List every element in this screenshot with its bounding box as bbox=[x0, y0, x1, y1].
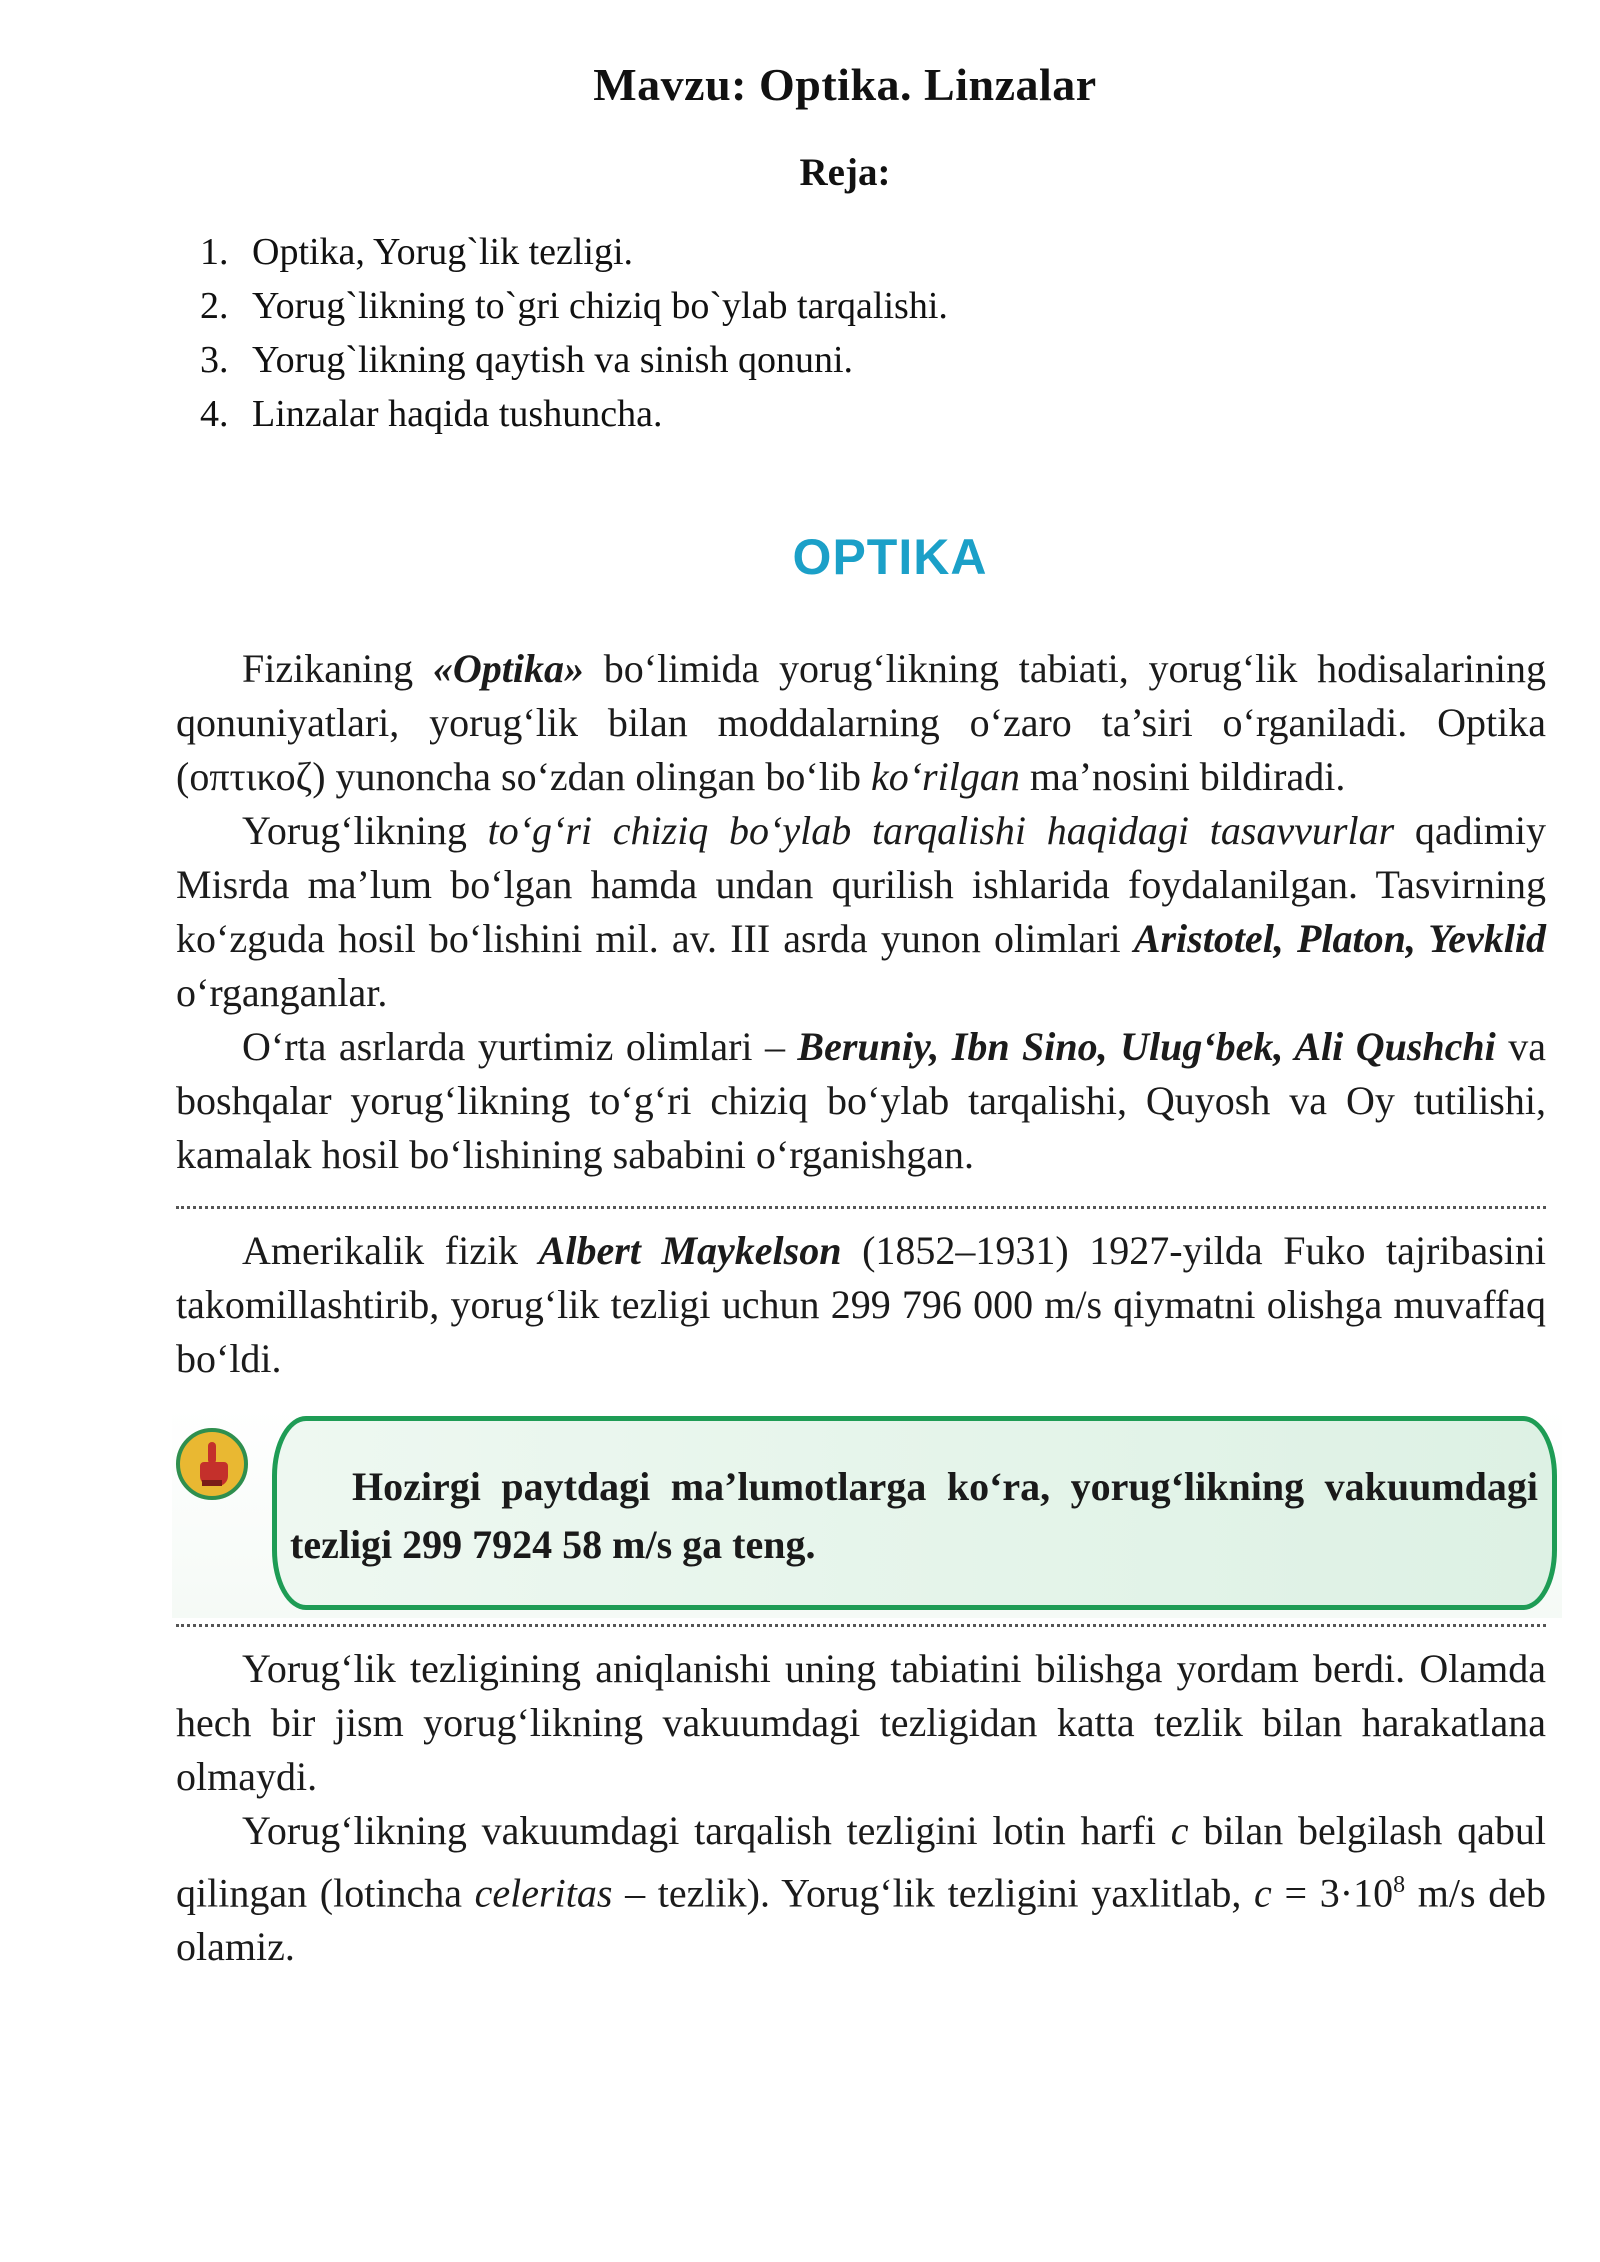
paragraph: Amerikalik fizik Albert Maykelson (1852–1931) 1927-yilda Fuko tajribasini takomillashtirib, yorug‘lik tezligi uchun 299 796 000 m/s qiymatni olishga muvaffaq bo‘ldi. bbox=[176, 1228, 1546, 1381]
paragraph: Yorug‘likning vakuumdagi tarqalish tezligini lotin harfi c bilan belgilash qabul qilingan (lotincha celeritas – tezlik). Yorug‘lik tezligini yaxlitlab, $c = 3\cdot 10^8$ m/s deb olamiz. bbox=[176, 1808, 1547, 1970]
pointing-hand-icon bbox=[176, 1428, 248, 1500]
paragraph: O‘rta asrlarda yurtimiz olimlari – Beruniy, Ibn Sino, Ulug‘bek, Ali Qushchi va boshqalar yorug‘likning to‘g‘ri chiziq bo‘ylab tarqalishi, Quyosh va Oy tutilishi, kamalak hosil bo‘lishining sababini o‘rganishgan. bbox=[176, 1024, 1546, 1177]
note-text: Hozirgi paytdagi ma’lumotlarga ko‘ra, yorug‘likning vakuumdagi tezligi 299 7924 58 m/s ga teng. bbox=[290, 1464, 1538, 1567]
plan-item: 4. Linzalar haqida tushuncha. bbox=[200, 393, 663, 435]
scan-cut-divider bbox=[176, 1206, 1546, 1209]
plan-item: 2. Yorug`likning to`gri chiziq bo`ylab tarqalishi. bbox=[200, 285, 948, 327]
paragraph: Yorug‘lik tezligining aniqlanishi uning tabiatini bilishga yordam berdi. Olamda hech bir jism yorug‘likning vakuumdagi tezligidan katta tezlik bilan harakatlana olmaydi. bbox=[176, 1646, 1546, 1799]
scan-cut-divider bbox=[176, 1624, 1546, 1627]
plan-label: Reja: bbox=[799, 151, 891, 194]
paragraph: Yorug‘likning to‘g‘ri chiziq bo‘ylab tarqalishi haqidagi tasavvurlar qadimiy Misrda ma’lum bo‘lgan hamda undan qurilish ishlarida foydalanilgan. Tasvirning ko‘zguda hosil bo‘lishini mil. av. III asrda yunon olimlari Aristotel, Platon, Yevklid o‘rganganlar. bbox=[176, 808, 1547, 1015]
plan-item: 1. Optika, Yorug`lik tezligi. bbox=[200, 231, 634, 273]
textbook-excerpt-3 bbox=[176, 1642, 1546, 1974]
paragraph: Fizikaning «Optika» bo‘limida yorug‘likning tabiati, yorug‘lik hodisalarining qonuniyatlari, yorug‘lik bilan moddalarning o‘zaro ta’siri o‘rganiladi. Optika (οπτικοζ) yunoncha so‘zdan olingan bo‘lib ko‘rilgan ma’nosini bildiradi. bbox=[176, 646, 1546, 799]
plan-list bbox=[200, 226, 948, 442]
plan-item: 3. Yorug`likning qaytish va sinish qonuni. bbox=[200, 339, 854, 381]
page-title: Mavzu: Optika. Linzalar bbox=[593, 59, 1097, 110]
textbook-excerpt-1 bbox=[176, 642, 1546, 1182]
textbook-excerpt-2 bbox=[176, 1224, 1546, 1386]
info-note bbox=[172, 1408, 1562, 1618]
section-heading: OPTIKA bbox=[792, 529, 988, 585]
